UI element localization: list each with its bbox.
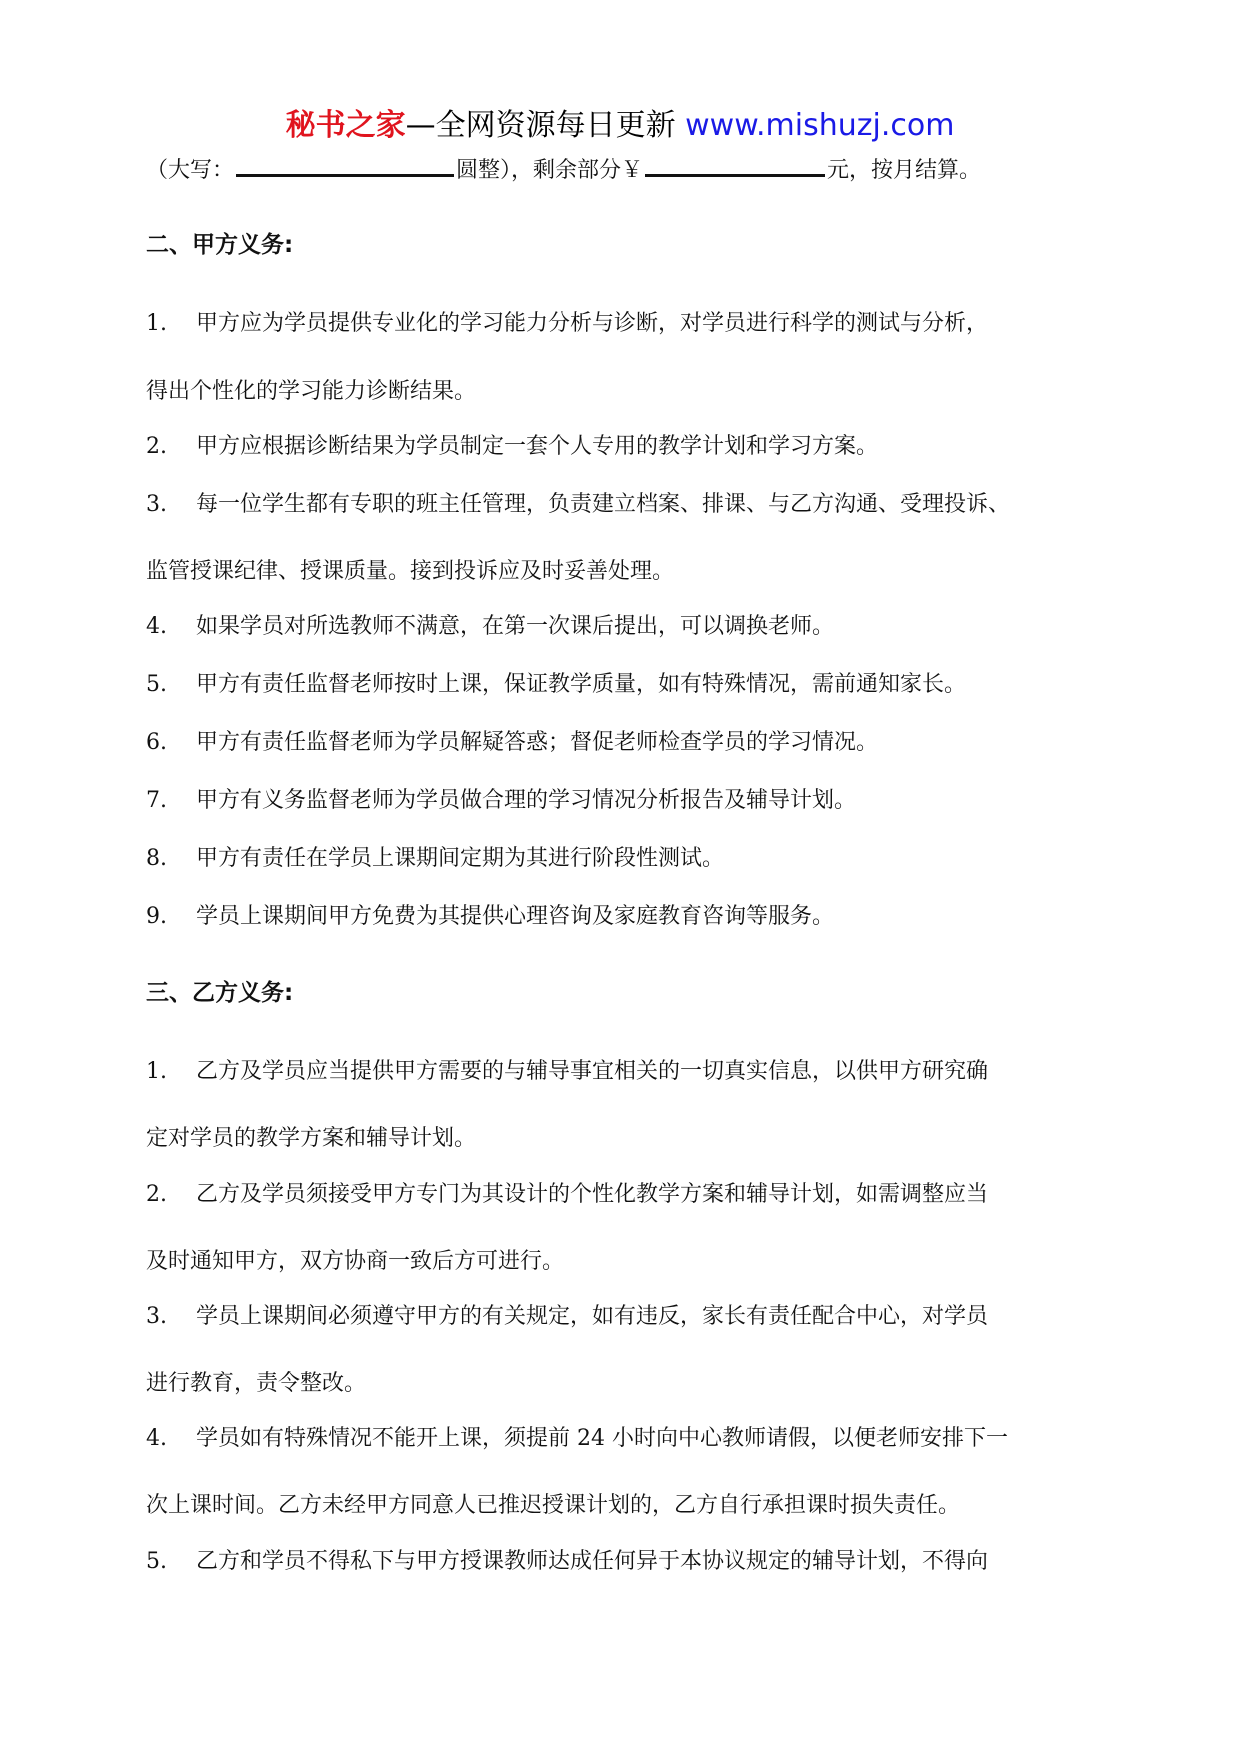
list-item (146, 1178, 988, 1212)
item-text: 甲方有义务监督老师为学员做合理的学习情况分析报告及辅导计划。 (196, 788, 857, 813)
item-text: 乙方和学员不得私下与甲方授课教师达成任何异于本协议规定的辅导计划，不得向 (196, 1549, 989, 1574)
item-text: 学员上课期间必须遵守甲方的有关规定，如有违反，家长有责任配合中心，对学员 (196, 1304, 989, 1329)
item-text: 每一位学生都有专职的班主任管理，负责建立档案、排课、与乙方沟通、受理投诉、 (196, 492, 1011, 517)
item-number: 4. (146, 614, 167, 639)
item-text: 如果学员对所选教师不满意，在第一次课后提出，可以调换老师。 (196, 614, 835, 639)
amount-blank-uppercase (236, 152, 454, 177)
item-text: 学员如有特殊情况不能开上课，须提前 24 小时向中心教师请假，以便老师安排下一 (196, 1426, 1008, 1451)
list-item-continuation: 及时通知甲方，双方协商一致后方可进行。 (146, 1249, 565, 1274)
item-number: 3. (146, 492, 167, 517)
item-text: 甲方有责任监督老师按时上课，保证教学质量，如有特殊情况，需前通知家长。 (196, 672, 967, 697)
amount-blank-remaining (645, 152, 825, 177)
payment-text-1: （大写： (146, 158, 235, 183)
list-item (146, 1545, 988, 1579)
item-text: 学员上课期间甲方免费为其提供心理咨询及家庭教育咨询等服务。 (196, 904, 835, 929)
list-item (146, 307, 988, 341)
tagline: —全网资源每日更新 (405, 108, 676, 143)
item-number: 2. (146, 434, 167, 459)
list-item (146, 1055, 988, 1089)
brand-name: 秘书之家 (285, 108, 406, 143)
list-item-continuation: 得出个性化的学习能力诊断结果。 (146, 379, 477, 404)
item-number: 1. (146, 311, 167, 336)
payment-text-3: 元，按月结算。 (827, 158, 982, 183)
item-number: 2. (146, 1182, 167, 1207)
list-item-continuation: 进行教育，责令整改。 (146, 1371, 367, 1396)
list-item (146, 842, 724, 876)
section3-heading: 三、乙方义务: (146, 980, 294, 1006)
list-item (146, 488, 1010, 522)
list-item (146, 726, 878, 760)
item-text: 甲方有责任在学员上课期间定期为其进行阶段性测试。 (196, 846, 725, 871)
site-header (0, 104, 1240, 148)
item-text: 甲方有责任监督老师为学员解疑答惑；督促老师检查学员的学习情况。 (196, 730, 879, 755)
item-number: 1. (146, 1059, 167, 1084)
list-item (146, 1422, 1008, 1456)
item-text: 乙方及学员应当提供甲方需要的与辅导事宜相关的一切真实信息，以供甲方研究确 (196, 1059, 989, 1084)
list-item (146, 430, 878, 464)
list-item-continuation: 定对学员的教学方案和辅导计划。 (146, 1126, 477, 1151)
item-number: 9. (146, 904, 167, 929)
item-number: 3. (146, 1304, 167, 1329)
list-item-continuation: 监管授课纪律、授课质量。接到投诉应及时妥善处理。 (146, 559, 675, 584)
item-number: 4. (146, 1426, 167, 1451)
item-number: 5. (146, 1549, 167, 1574)
item-number: 8. (146, 846, 167, 871)
item-number: 5. (146, 672, 167, 697)
payment-text-2: 圆整），剩余部分￥ (456, 158, 644, 183)
site-url[interactable]: www.mishuzj.com (685, 108, 955, 143)
payment-line (146, 152, 981, 188)
item-text: 乙方及学员须接受甲方专门为其设计的个性化教学方案和辅导计划，如需调整应当 (196, 1182, 989, 1207)
item-text: 甲方应根据诊断结果为学员制定一套个人专用的教学计划和学习方案。 (196, 434, 879, 459)
list-item (146, 900, 834, 934)
list-item-continuation: 次上课时间。乙方未经甲方同意人已推迟授课计划的，乙方自行承担课时损失责任。 (146, 1493, 961, 1518)
item-number: 7. (146, 788, 167, 813)
list-item (146, 1300, 988, 1334)
item-number: 6. (146, 730, 167, 755)
list-item (146, 610, 834, 644)
list-item (146, 784, 856, 818)
section2-heading: 二、甲方义务: (146, 232, 294, 258)
list-item (146, 668, 966, 702)
item-text: 甲方应为学员提供专业化的学习能力分析与诊断，对学员进行科学的测试与分析， (196, 311, 989, 336)
